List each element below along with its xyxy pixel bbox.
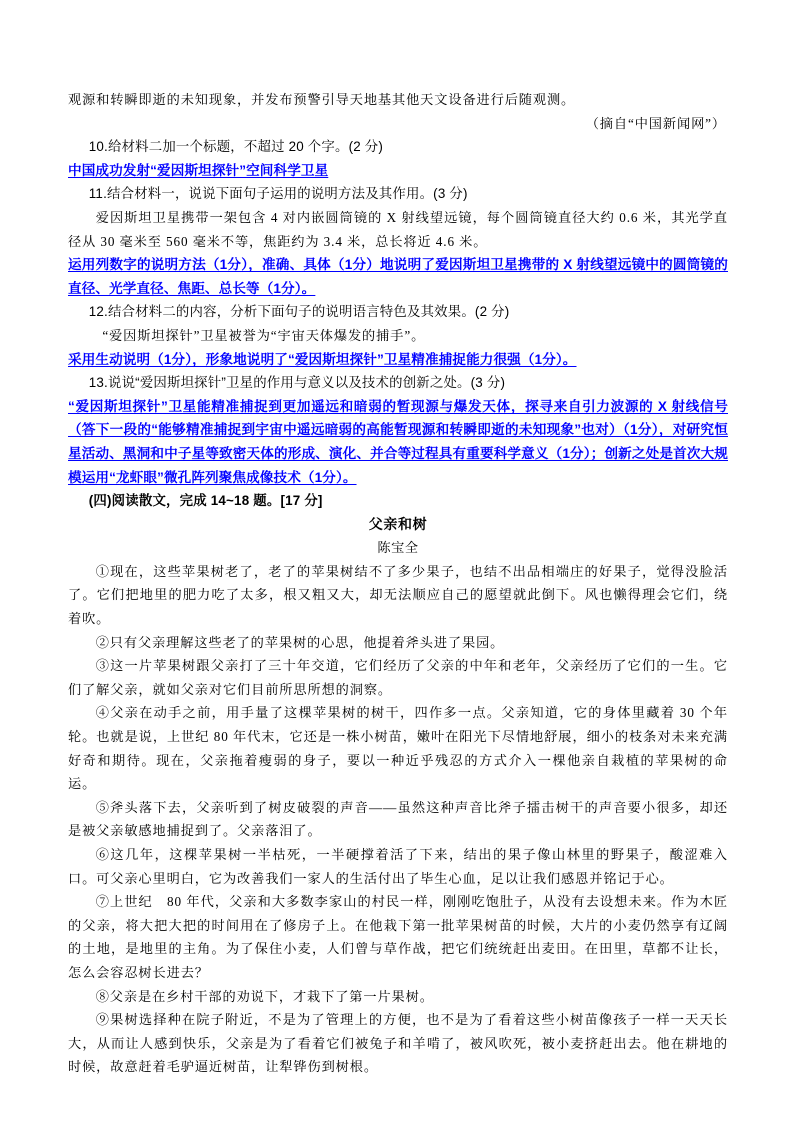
question-11-quoted-material: 爱因斯坦卫星携带一架包含 4 对内嵌圆筒镜的 X 射线望远镜，每个圆筒镜直径大约 0.6 米，其光学直径从 30 毫米至 560 毫米不等，焦距约为 3.4 米，总长将近 4.6 米。 — [68, 209, 728, 249]
essay-paragraph: ④父亲在动手之前，用手量了这棵苹果树的树干，四作多一点。父亲知道，它的身体里藏着 30 个年轮。也就是说，上世纪 80 年代末，它还是一株小树苗，嫩叶在阳光下尽情地舒展，细小的枝条对未来充满好奇和期待。现在，父亲拖着瘦弱的身子，要以一种近乎残忍的方式介入一棵他亲自栽植的苹果树的命运。 — [68, 705, 728, 792]
question-12-quoted-material: “爱因斯坦探针”卫星被誉为“宇宙天体爆发的捕手”。 — [102, 327, 426, 343]
question-13-prompt: 13.说说“爱因斯坦探针”卫星的作用与意义以及技术的创新之处。(3 分) — [88, 375, 506, 391]
question-10-answer — [68, 159, 728, 183]
essay-paragraph: ⑨果树选择种在院子附近，不是为了管理上的方便，也不是为了看着这些小树苗像孩子一样一天天长大，从而让人感到快乐，父亲是为了看着它们被兔子和羊啃了，被风吹死，被小麦挤赶出去。他在耕地的时候，故意赶着毛驴逼近树苗，让犁铧伤到树根。 — [68, 1012, 728, 1075]
section-four-heading: (四)阅读散文，完成 14~18 题。[17 分] — [88, 493, 323, 509]
question-13-answer-text: “爱因斯坦探针”卫星能精准捕捉到更加遥远和暗弱的暂现源与爆发天体，探寻来自引力波源的 X 射线信号（答下一段的“能够精准捕捉到宇宙中遥远暗弱的高能暂现源和转瞬即逝的未知现象”也对）（1分），对研究恒星活动、黑洞和中子星等致密天体的形成、演化、并合等过程具有重要科学意义（1分）；创新之处是首次大规模运用“龙虾眼”微孔阵列聚焦成像技术（1分）。 — [68, 398, 728, 485]
essay-paragraph: ①现在，这些苹果树老了，老了的苹果树结不了多少果子，也结不出品相端庄的好果子，觉得没脸活了。它们把地里的肥力吃了太多，根又粗又大，却无法顺应自己的愿望就此倒下。风也懒得理会它们，绕着吹。 — [68, 563, 728, 627]
material-source-citation: （摘自“中国新闻网”） — [585, 115, 726, 131]
essay-title: 父亲和树 — [368, 515, 428, 532]
page-content — [68, 88, 728, 1079]
question-12-prompt: 12.结合材料二的内容，分析下面句子的说明语言特色及其效果。(2 分) — [88, 304, 510, 320]
question-12-answer-text: 采用生动说明（1分），形象地说明了“爱因斯坦探针”卫星精准捕捉能力很强（1分）。 — [68, 351, 577, 367]
question-12-answer — [68, 348, 728, 372]
essay-author: 陈宝全 — [377, 540, 419, 556]
question-11-answer — [68, 253, 728, 300]
material-tail-text: 观源和转瞬即逝的未知现象，并发布预警引导天地基其他天文设备进行后随观测。 — [68, 92, 576, 107]
question-10-prompt: 10.给材料二加一个标题，不超过 20 个字。(2 分) — [88, 139, 384, 155]
essay-paragraph: ③这一片苹果树跟父亲打了三十年交道，它们经历了父亲的中年和老年，父亲经历了它们的一生。它们了解父亲，就如父亲对它们目前所思所想的洞察。 — [68, 658, 728, 697]
essay-paragraph: ⑧父亲是在乡村干部的劝说下，才栽下了第一片果树。 — [95, 988, 434, 1004]
essay-paragraph: ⑦上世纪 80 年代，父亲和大多数李家山的村民一样，刚刚吃饱肚子，从没有去设想未来。作为木匠的父亲，将大把大把的时间用在了修房子上。在他栽下第一批苹果树苗的时候，大片的小麦仍然享有辽阔的土地，是地里的主角。为了保住小麦，人们曾与草作战，把它们统统赶出麦田。在田里，草都不让长，怎么会容忍树长进去？ — [68, 894, 728, 980]
essay-paragraph: ⑥这几年，这棵苹果树一半枯死，一半硬撑着活了下来，结出的果子像山林里的野果子，酸涩难入口。可父亲心里明白，它为改善我们一家人的生活付出了毕生心血，足以让我们感恩并铭记于心。 — [68, 847, 728, 886]
question-13-answer — [68, 395, 728, 489]
question-11-answer-text: 运用列数字的说明方法（1分），准确、具体（1分）地说明了爱因斯坦卫星携带的 X 射线望远镜中的圆筒镜的直径、光学直径、焦距、总长等（1分）。 — [68, 257, 728, 296]
question-10-answer-text: 中国成功发射“爱因斯坦探针”空间科学卫星 — [68, 162, 329, 178]
question-11-prompt: 11.结合材料一，说说下面句子运用的说明方法及其作用。(3 分) — [88, 186, 468, 202]
essay-paragraph: ⑤斧头落下去，父亲听到了树皮破裂的声音——虽然这种声音比斧子擂击树干的声音要小很多，却还是被父亲敏感地捕捉到了。父亲落泪了。 — [68, 799, 728, 839]
essay-paragraph: ②只有父亲理解这些老了的苹果树的心思，他提着斧头进了果园。 — [95, 634, 505, 650]
